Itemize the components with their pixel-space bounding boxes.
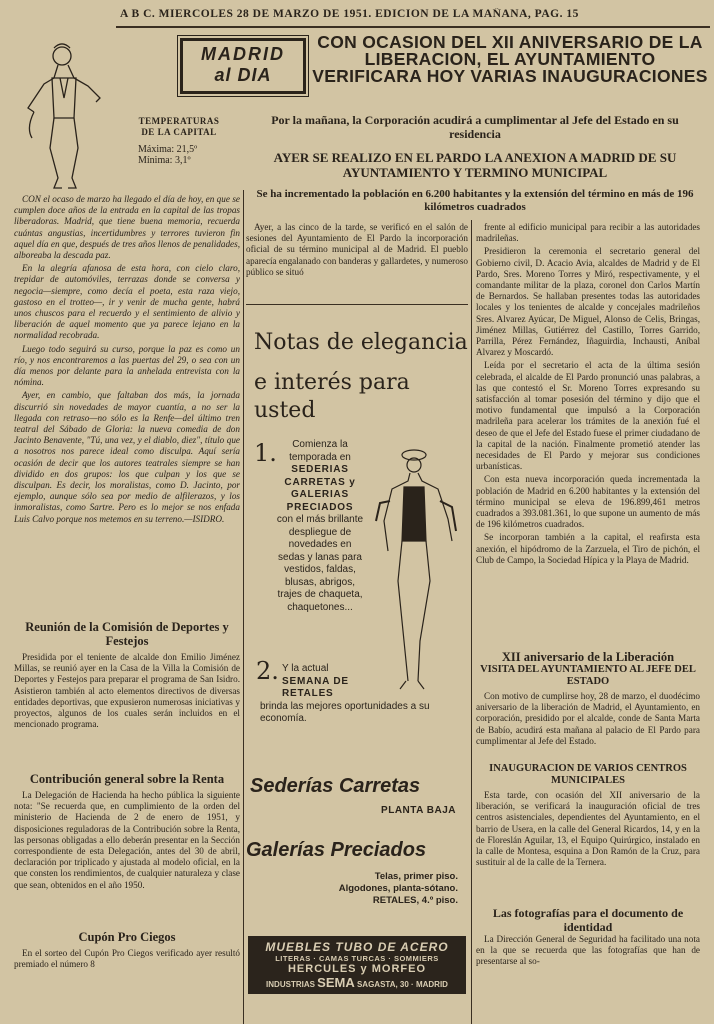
right-paragraph: Presidieron la ceremonia el secretario general del Gobierno civil, D. Acacio Avia, alcaldes de Madrid y de El Pardo, Sres. Moreno Torres y Miró, respectivamente, y el comandante militar de la plaza, coronel don Carlos Martín de Bernardos. Se hallaban presentes todas las autoridades locales y los tenientes de alcalde y concejales madrileños Sres. Alvarez Ayúcar, De Miguel, Alonso de Celis, Bringas, Jiménez Millas, Gutiérrez del Castillo, Torres Garrido, Parrilla, Pérez Fernández, Iñaguirdia, Inchausti, Aníbal Alvarez y Moscardó.	[476, 246, 700, 358]
galerias-floor-line: RETALES, 4.º piso.	[372, 895, 458, 906]
ad-item1-text: Comienza la temporada en	[289, 439, 351, 463]
madrid-paragraph: En la alegría afanosa de esta hora, con cielo claro, trepidar de automóviles, terrazas donde se conversa y negocia—siempre, como decía el poeta, esta raza viejo, gastoso en el trotteo—, ir y venir de mucha gente, habrá unos chuscos para el recuerdo y el sentimiento de alivio y liberación de aquel momento que ya parece lejano en la normalidad recobrada.	[14, 263, 240, 341]
article-text-renta: La Delegación de Hacienda ha hecho pública la siguiente nota: "Se recuerda que, en cumplimiento de la orden del ministerio de Hacienda de 2 de enero de 1951, y disposiciones reguladoras de la Contribución sobre la Renta, las personas obligadas a ello deberán presentar en la Sección correspondiente de esta Delegación, antes del 30 de abril, declaración por triplicado y ajustada al modelo oficial, en la que consten los rendimientos, de cualquier naturaleza y clase que sean, obtenidos en el año 1950.	[14, 790, 240, 890]
second-subheadline: Se ha incrementado la población en 6.200 habitantes y la extensión del término en más de 196 kilómetros cuadrados	[256, 188, 694, 213]
brand-sederias-floor: PLANTA BAJA	[381, 805, 456, 816]
caricature-figure-illustration	[14, 38, 114, 196]
brand-galerias-preciados: Galerías Preciados	[246, 839, 427, 861]
muebles-tubo-advertisement	[248, 936, 466, 994]
right-article	[476, 222, 700, 650]
article-heading-comision: Reunión de la Comisión de Deportes y Festejos	[25, 620, 229, 648]
right-paragraph: Se incorporan también a la capital, el reafirsta esta anexión, el hipódromo de la Zarzuela, el Tiro de pichón, el Club de Campo, la Sociedad Hípica y la Playa de Madrid.	[476, 532, 700, 565]
right-lower-articles	[476, 650, 700, 1024]
temperature-box	[118, 116, 240, 180]
ad-item1-rest: con el más brillante despliegue de novedades en sedas y lanas para vestidos, faldas, blusas, abrigos, trajes de chaqueta, chaquetones...	[276, 514, 364, 613]
madrid-al-dia-article	[14, 194, 240, 612]
right-paragraph: frente al edificio municipal para recibir a las autoridades madrileñas.	[476, 222, 700, 244]
galerias-floor-line: Algodones, planta-sótano.	[338, 883, 458, 894]
inauguracion-text: Esta tarde, con ocasión del XII aniversario de la liberación, se verificará la inauguración oficial de tres centros asistenciales, dependientes del Ayuntamiento, en el barrio de Usera, en la calle del General Ricardos, 14, y en la de Floreslán Aguilar, 13, el Equipo Quirúrgico, instalado en la calle de Montesa, esquina a Don Ramón de la Cruz, para sustituir al de la calle de la Ternera.	[476, 790, 700, 868]
temperature-title-2: DE LA CAPITAL	[141, 127, 217, 137]
aniversario-heading: XII aniversario de la Liberación	[501, 650, 675, 664]
ad-item1-stores: SEDERIAS CARRETAS y GALERIAS PRECIADOS	[284, 464, 356, 513]
ad-title-2: e interés para usted	[254, 370, 410, 423]
ad-item2-text: Y la actual	[282, 663, 329, 674]
max-label: Máxima:	[138, 144, 175, 155]
brand-sederias-carretas: Sederías Carretas	[250, 775, 421, 797]
ad-title-1: Notas de elegancia	[254, 330, 468, 355]
max-value: 21,5º	[176, 144, 198, 155]
logo-line-1: MADRID	[201, 44, 285, 64]
ad-item2-event: SEMANA DE RETALES	[282, 675, 349, 699]
visita-text: Con motivo de cumplirse hoy, 28 de marzo, el duodécimo aniversario de la liberación de Madrid, el Ayuntamiento, en corporación, presidido por el alcalde, conde de Santa Marta de Babío, acudirá esta mañana al palacio de El Pardo para cumplimentar al Jefe del Estado.	[476, 691, 700, 746]
header-rule	[116, 26, 710, 28]
column-divider-left	[243, 190, 244, 1024]
article-text-cupon: En el sorteo del Cupón Pro Ciegos verificado ayer resultó premiado el número 8	[14, 948, 240, 970]
second-headline: AYER SE REALIZO EN EL PARDO LA ANEXION A MADRID DE SU AYUNTAMIENTO Y TERMINO MUNICIPAL	[273, 150, 677, 180]
black-ad-line-2: LITERAS · CAMAS TURCAS · SOMMIERS	[275, 954, 439, 963]
logo-line-2: al DIA	[214, 65, 272, 85]
ad-item2-block	[260, 663, 462, 733]
brand-galerias-floors	[296, 871, 458, 907]
ad-item2-rest: brinda las mejores oportunidades a su economía.	[260, 700, 430, 724]
inauguracion-heading: INAUGURACION DE VARIOS CENTROS MUNICIPALES	[489, 763, 687, 786]
main-subheadline: Por la mañana, la Corporación acudirá a cumplimentar al Jefe del Estado en su residencia	[271, 114, 679, 141]
center-paragraph: Ayer, a las cinco de la tarde, se verificó en el salón de sesiones del Ayuntamiento de El Pardo la incorporación oficial de su término municipal al de Madrid. El pueblo aparecía engalanado con banderas y gallardetes, y numeroso público se situó	[246, 222, 468, 277]
article-heading-renta: Contribución general sobre la Renta	[29, 772, 225, 786]
black-ad-address: SAGASTA, 30 · MADRID	[356, 980, 448, 989]
ad-item1-block	[274, 439, 366, 649]
elegance-advertisement	[246, 304, 468, 931]
right-paragraph: Leída por el secretario el acta de la última sesión celebrada, el alcalde de El Pardo pronunció unas palabras, a las que contestó el Sr. Moreno Torres expresando su satisfacción al tomar posesión del término y dijo que el motivo fundamental que impulsó a la Corporación madrileña para acelerar los trámites de la anexión fué el deseo de que el Jefe del Estado fuese el primer ciudadano de la capital de la nación. Finalmente prometió atender las necesidades de El Pardo y mejorar sus condiciones urbanísticas.	[476, 360, 700, 472]
madrid-paragraph: Ayer, en cambio, que faltaban dos más, la jornada discurrió sin novedades de mayor cuantía, a no ser la llegada con retraso—no sólo es la Renfe—del último tren teatral del Sábado de Gloria: la nueva comedia de don Jacinto Benavente, "Tú, una vez, y el diablo, diez", título que a nosotros nos parece ideal como disculpa. Aquí sería ocasión de decir que los autores teatrales siempre se han dividido en dos grupos: los que culpan y los que se disculpan. Es decir, los moralistas, como D. Jacinto, por ejemplo, aunque sólo sea por medio de alfilerazos, y los inmoralistas, como Sartre. Pero es lo mejor se nos enfada Luis Calvo porque nos metemos en su terreno.—ISIDRO.	[14, 390, 240, 524]
article-text-comision: Presidida por el teniente de alcalde don Emilio Jiménez Millas, se reunió ayer en la Casa de la Villa la Comisión de Deportes y Festejos para preparar el programa de San Isidro. Asistieron también al acto elementos directivos de diversas entidades deportivas, que expusieron numerosas iniciativas y proyectos, algunos de los cuales serán incluidos en el mencionado programa.	[14, 652, 240, 730]
column-divider-right	[471, 220, 472, 1024]
page-header: A B C. MIERCOLES 28 DE MARZO DE 1951. EDICION DE LA MAÑANA, PAG. 15	[120, 8, 579, 20]
black-ad-line-3: HERCULES y MORFEO	[287, 963, 426, 975]
main-headline: CON OCASION DEL XII ANIVERSARIO DE LA LIBERACION, EL AYUNTAMIENTO VERIFICARA HOY VARIAS INAUGURACIONES	[312, 34, 708, 86]
black-ad-sema: SEMA	[317, 975, 355, 990]
black-ad-industrias: INDUSTRIAS	[266, 980, 315, 989]
right-paragraph: Con esta nueva incorporación queda incrementada la población de Madrid en 6.200 habitantes y la extensión del término municipal se eleva de 196.899,461 metros cuadrados a 393.081.361, lo que supone un aumento de más de 196 kilómetros cuadrados.	[476, 474, 700, 530]
ad-item1-number: 1.	[254, 439, 277, 467]
madrid-al-dia-logo	[180, 38, 306, 94]
temperature-title-1: TEMPERATURAS	[138, 116, 220, 126]
galerias-floor-line: Telas, primer piso.	[374, 871, 458, 882]
madrid-paragraph: Luego todo seguirá su curso, porque la paz es como un río, y nos encontraremos a las puertas del 29, o sea con un día menos por delante para la anhelada entrevista con la nómina.	[14, 343, 240, 388]
left-lower-articles	[14, 620, 240, 1024]
article-heading-cupon: Cupón Pro Ciegos	[78, 930, 176, 944]
visita-heading: VISITA DEL AYUNTAMIENTO AL JEFE DEL ESTADO	[480, 664, 696, 687]
min-value: 3,1º	[174, 155, 191, 166]
madrid-paragraph: CON el ocaso de marzo ha llegado el día de hoy, en que se cumplen doce años de la entrada en la capital de las tropas liberadoras. Madrid, que tiene buena memoria, recuerda cuántas angustias, incertidumbres y terrores tuvieron fin aquel día en que, después de tres años llenos de penalidades, alboreaba la descada paz.	[14, 194, 240, 261]
center-article	[246, 222, 468, 300]
ad-item2-number: 2.	[256, 657, 279, 685]
min-label: Mínima:	[138, 155, 173, 166]
fashion-woman-illustration	[368, 441, 460, 693]
black-ad-line-1: MUEBLES TUBO DE ACERO	[265, 940, 449, 954]
fotografias-text: La Dirección General de Seguridad ha facilitado una nota en la que se recuerda que las fotografías que han de presentarse al so-	[476, 934, 700, 967]
fotografias-heading: Las fotografías para el documento de identidad	[492, 906, 684, 934]
